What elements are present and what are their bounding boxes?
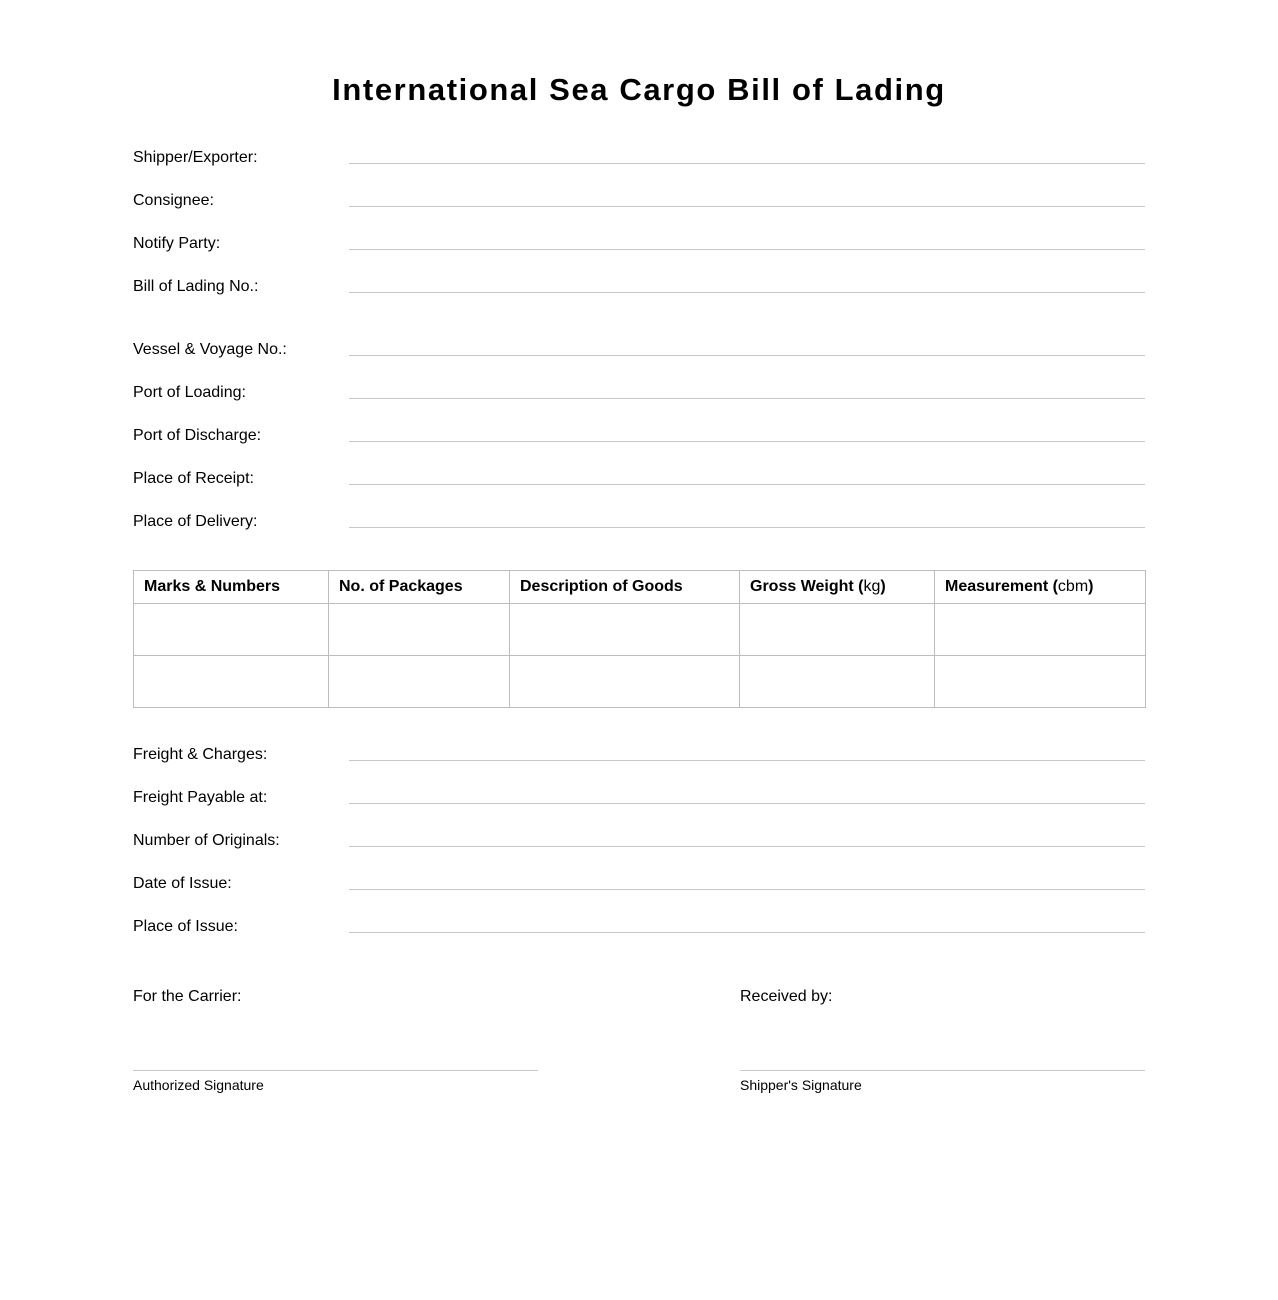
authorized-signature-line[interactable] [133,1070,538,1071]
place-of-receipt-field [133,470,1145,500]
vessel-voyage-field [133,341,1145,371]
field-label: Vessel & Voyage No.: [133,341,287,358]
field-label: Shipper/Exporter: [133,149,258,166]
table-cell[interactable] [935,656,1146,708]
freight-payable-at-field [133,789,1145,819]
notify-party-field [133,235,1145,265]
page-title: International Sea Cargo Bill of Lading [332,72,946,107]
consignee-field [133,192,1145,222]
field-label: Freight & Charges: [133,746,268,763]
consignee-input[interactable] [349,206,1145,207]
field-label: Bill of Lading No.: [133,278,259,295]
field-label: Consignee: [133,192,214,209]
received-by-label: Received by: [740,988,833,1005]
column-header-description: Description of Goods [510,571,740,604]
number-of-originals-field [133,832,1145,862]
vessel-voyage-input[interactable] [349,355,1145,356]
table-cell[interactable] [134,656,329,708]
authorized-signature-caption: Authorized Signature [133,1077,264,1093]
table-cell[interactable] [740,604,935,656]
place-of-delivery-input[interactable] [349,527,1145,528]
freight-charges-field [133,746,1145,776]
field-label: Place of Issue: [133,918,238,935]
shipper-exporter-field [133,149,1145,179]
goods-table [133,570,1146,708]
shipper-exporter-input[interactable] [349,163,1145,164]
bill-of-lading-no-input[interactable] [349,292,1145,293]
date-of-issue-input[interactable] [349,889,1145,890]
table-header-row [134,571,1146,604]
field-label: Freight Payable at: [133,789,268,806]
number-of-originals-input[interactable] [349,846,1145,847]
place-of-delivery-field [133,513,1145,543]
notify-party-input[interactable] [349,249,1145,250]
carrier-label: For the Carrier: [133,988,242,1005]
shipper-signature-caption: Shipper's Signature [740,1077,862,1093]
place-of-issue-field [133,918,1145,948]
field-label: Port of Discharge: [133,427,262,444]
column-header-gross-weight: Gross Weight (kg) [740,571,935,604]
freight-charges-input[interactable] [349,760,1145,761]
shipper-signature-line[interactable] [740,1070,1145,1071]
bill-of-lading-no-field [133,278,1145,308]
table-cell[interactable] [510,604,740,656]
port-of-discharge-field [133,427,1145,457]
column-header-no-of-packages: No. of Packages [329,571,510,604]
field-label: Notify Party: [133,235,221,252]
column-header-measurement: Measurement (cbm) [935,571,1146,604]
table-row [134,656,1146,708]
port-of-discharge-input[interactable] [349,441,1145,442]
field-label: Place of Receipt: [133,470,254,487]
field-label: Place of Delivery: [133,513,258,530]
date-of-issue-field [133,875,1145,905]
place-of-issue-input[interactable] [349,932,1145,933]
table-cell[interactable] [740,656,935,708]
port-of-loading-field [133,384,1145,414]
port-of-loading-input[interactable] [349,398,1145,399]
table-row [134,604,1146,656]
table-cell[interactable] [329,604,510,656]
table-cell[interactable] [510,656,740,708]
column-header-marks-numbers: Marks & Numbers [134,571,329,604]
field-label: Date of Issue: [133,875,232,892]
table-cell[interactable] [329,656,510,708]
freight-payable-at-input[interactable] [349,803,1145,804]
place-of-receipt-input[interactable] [349,484,1145,485]
field-label: Number of Originals: [133,832,280,849]
field-label: Port of Loading: [133,384,246,401]
carrier-signature-block [133,988,538,1093]
table-cell[interactable] [935,604,1146,656]
receiver-signature-block [740,988,1145,1093]
table-cell[interactable] [134,604,329,656]
